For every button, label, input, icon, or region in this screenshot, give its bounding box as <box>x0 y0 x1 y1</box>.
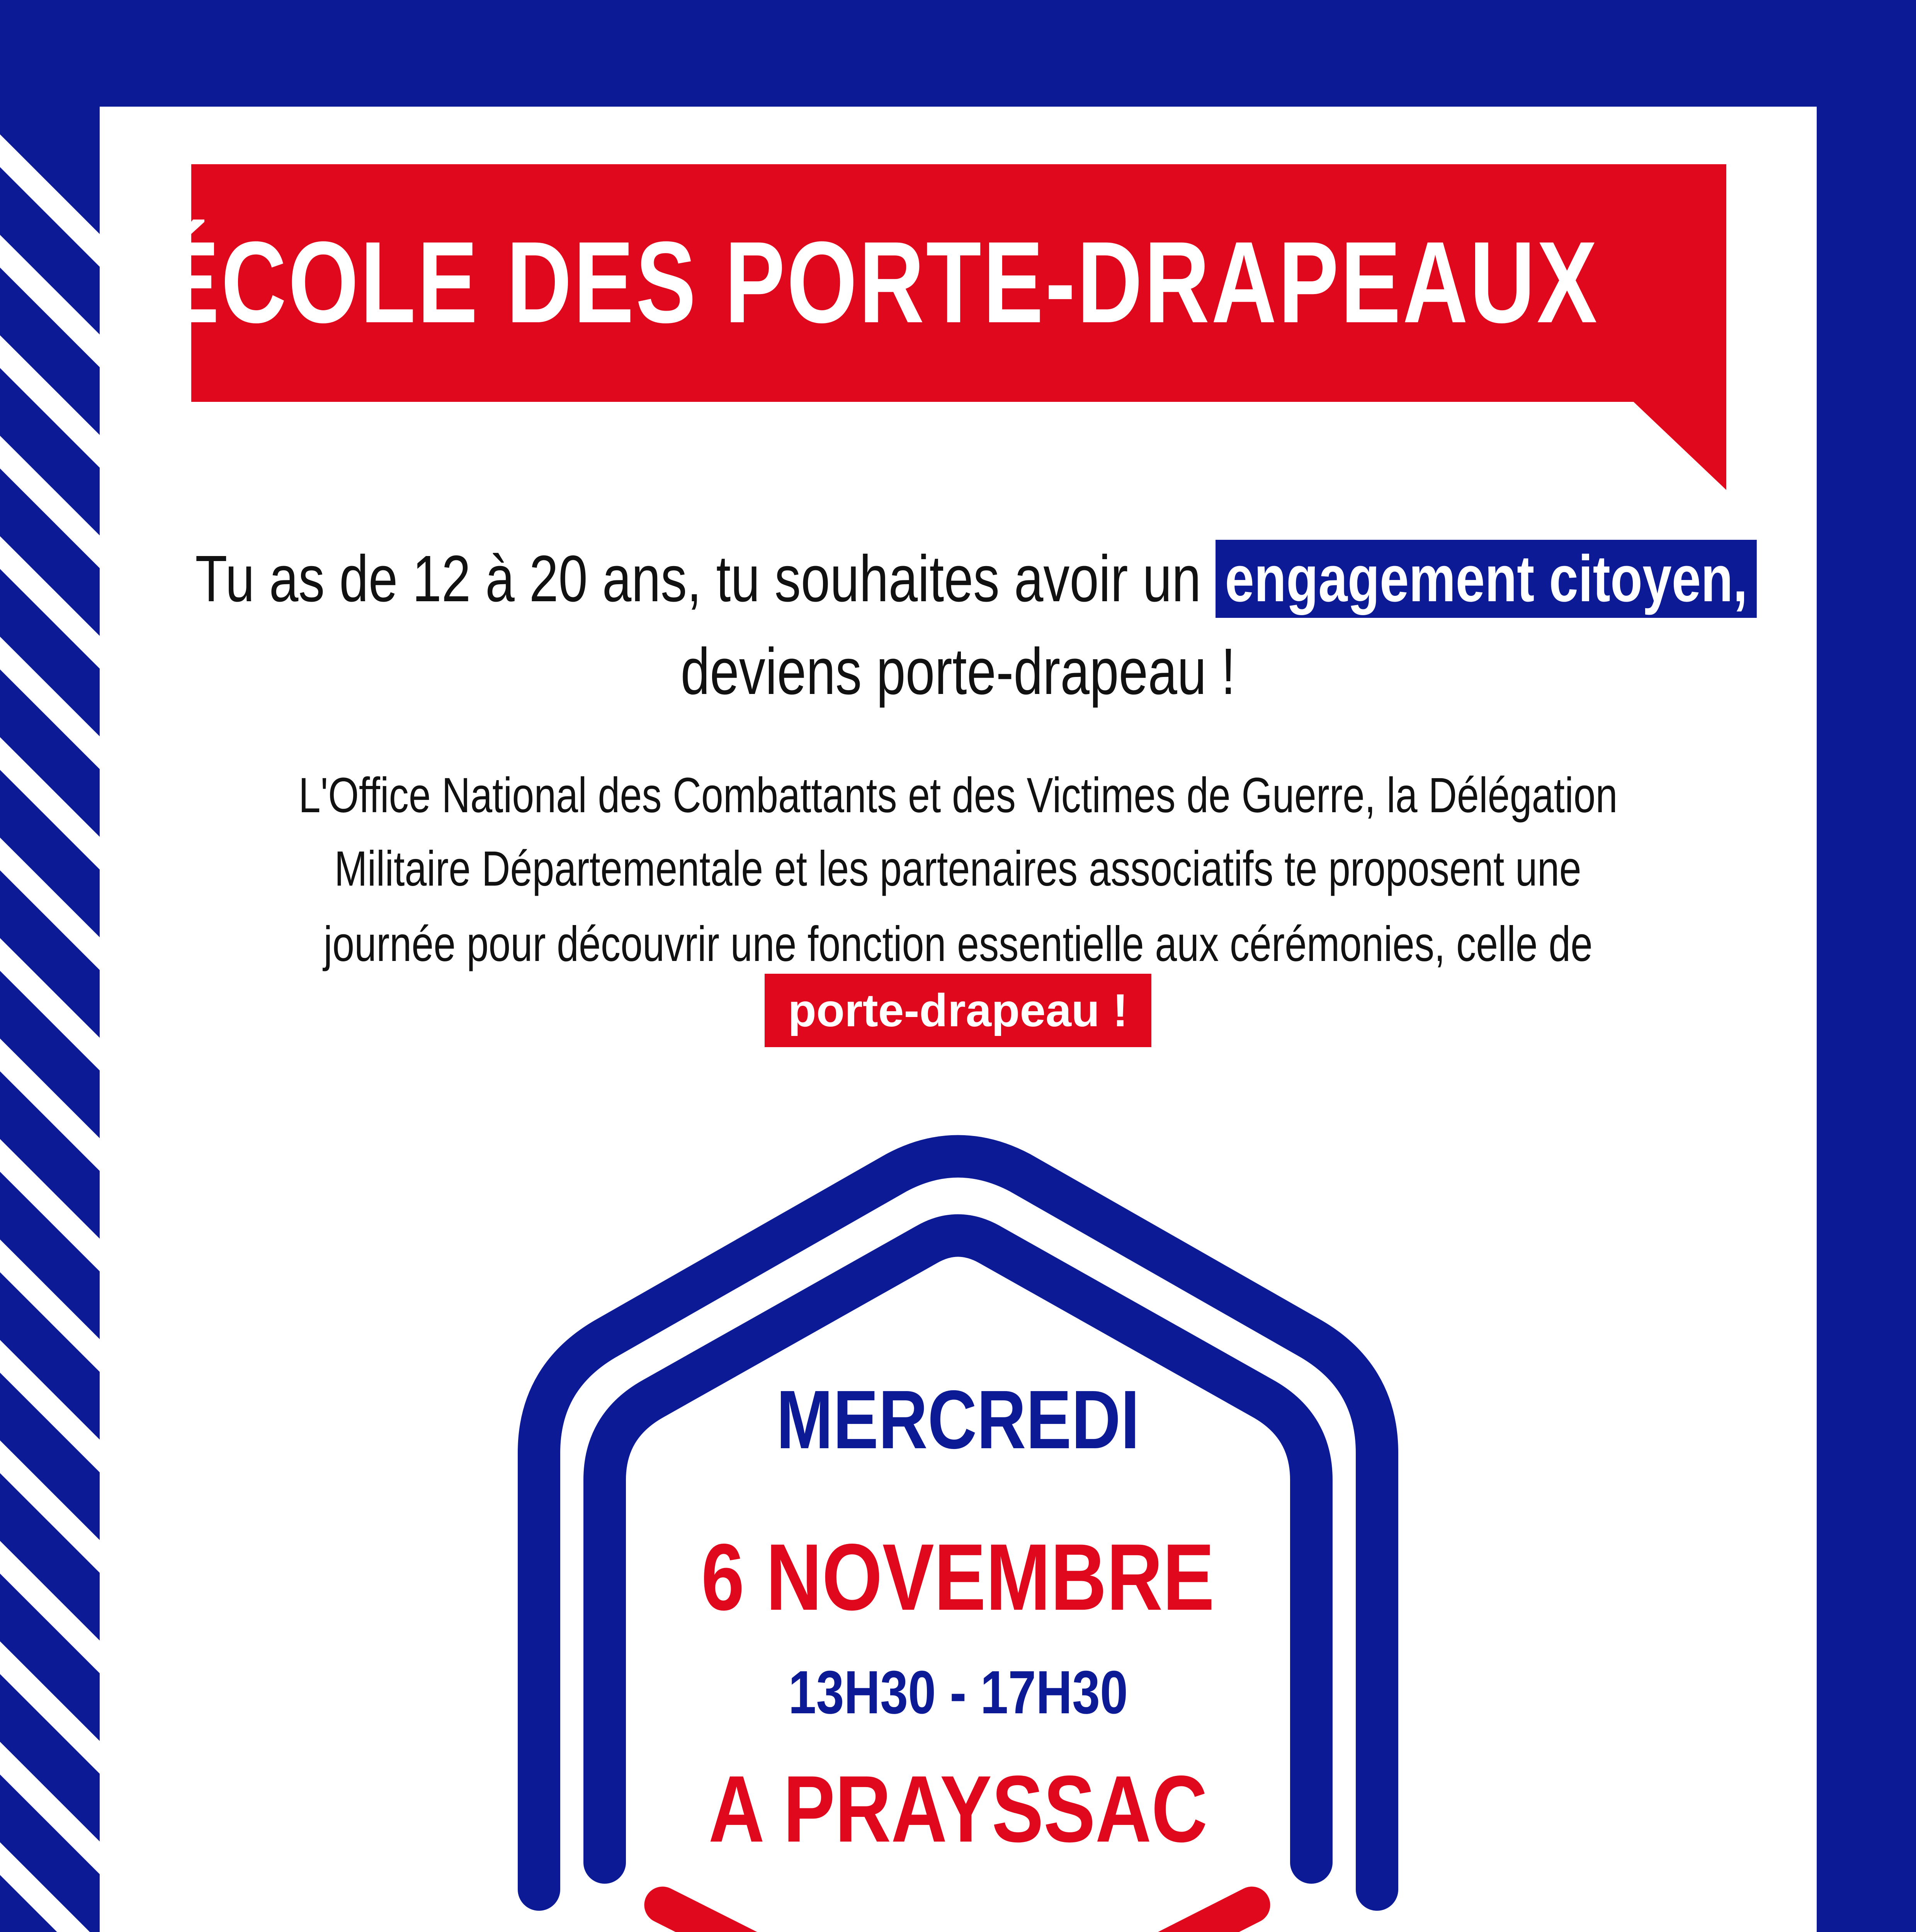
event-date-text: 6 NOVEMBRE <box>701 1524 1215 1630</box>
paragraph-line-1-text: L'Office National des Combattants et des Victimes de Guerre, la Délégation <box>298 768 1618 823</box>
lead-highlight: engagement citoyen, <box>1216 540 1757 618</box>
paragraph-line-2-text: Militaire Départementale et les partenaires associatifs te proposent une <box>334 841 1582 896</box>
event-day-text: MERCREDI <box>776 1373 1140 1466</box>
event-time-text: 13H30 - 17H30 <box>788 1658 1128 1726</box>
lead-line-2-text: deviens porte-drapeau ! <box>680 635 1236 708</box>
page-title: ÉCOLE DES PORTE-DRAPEAUX <box>159 217 1599 347</box>
paragraph-line-3-text: journée pour découvrir une fonction essentielle aux cérémonies, celle de <box>323 917 1593 972</box>
event-day <box>0 1372 1916 1468</box>
event-place <box>0 1754 1916 1863</box>
event-date <box>0 1522 1916 1631</box>
paragraph-highlight: porte-drapeau ! <box>765 974 1151 1047</box>
lead-text: Tu as de 12 à 20 ans, tu souhaites avoir un <box>195 542 1201 616</box>
event-time <box>0 1658 1916 1728</box>
event-place-text: A PRAYSSAC <box>708 1756 1208 1862</box>
